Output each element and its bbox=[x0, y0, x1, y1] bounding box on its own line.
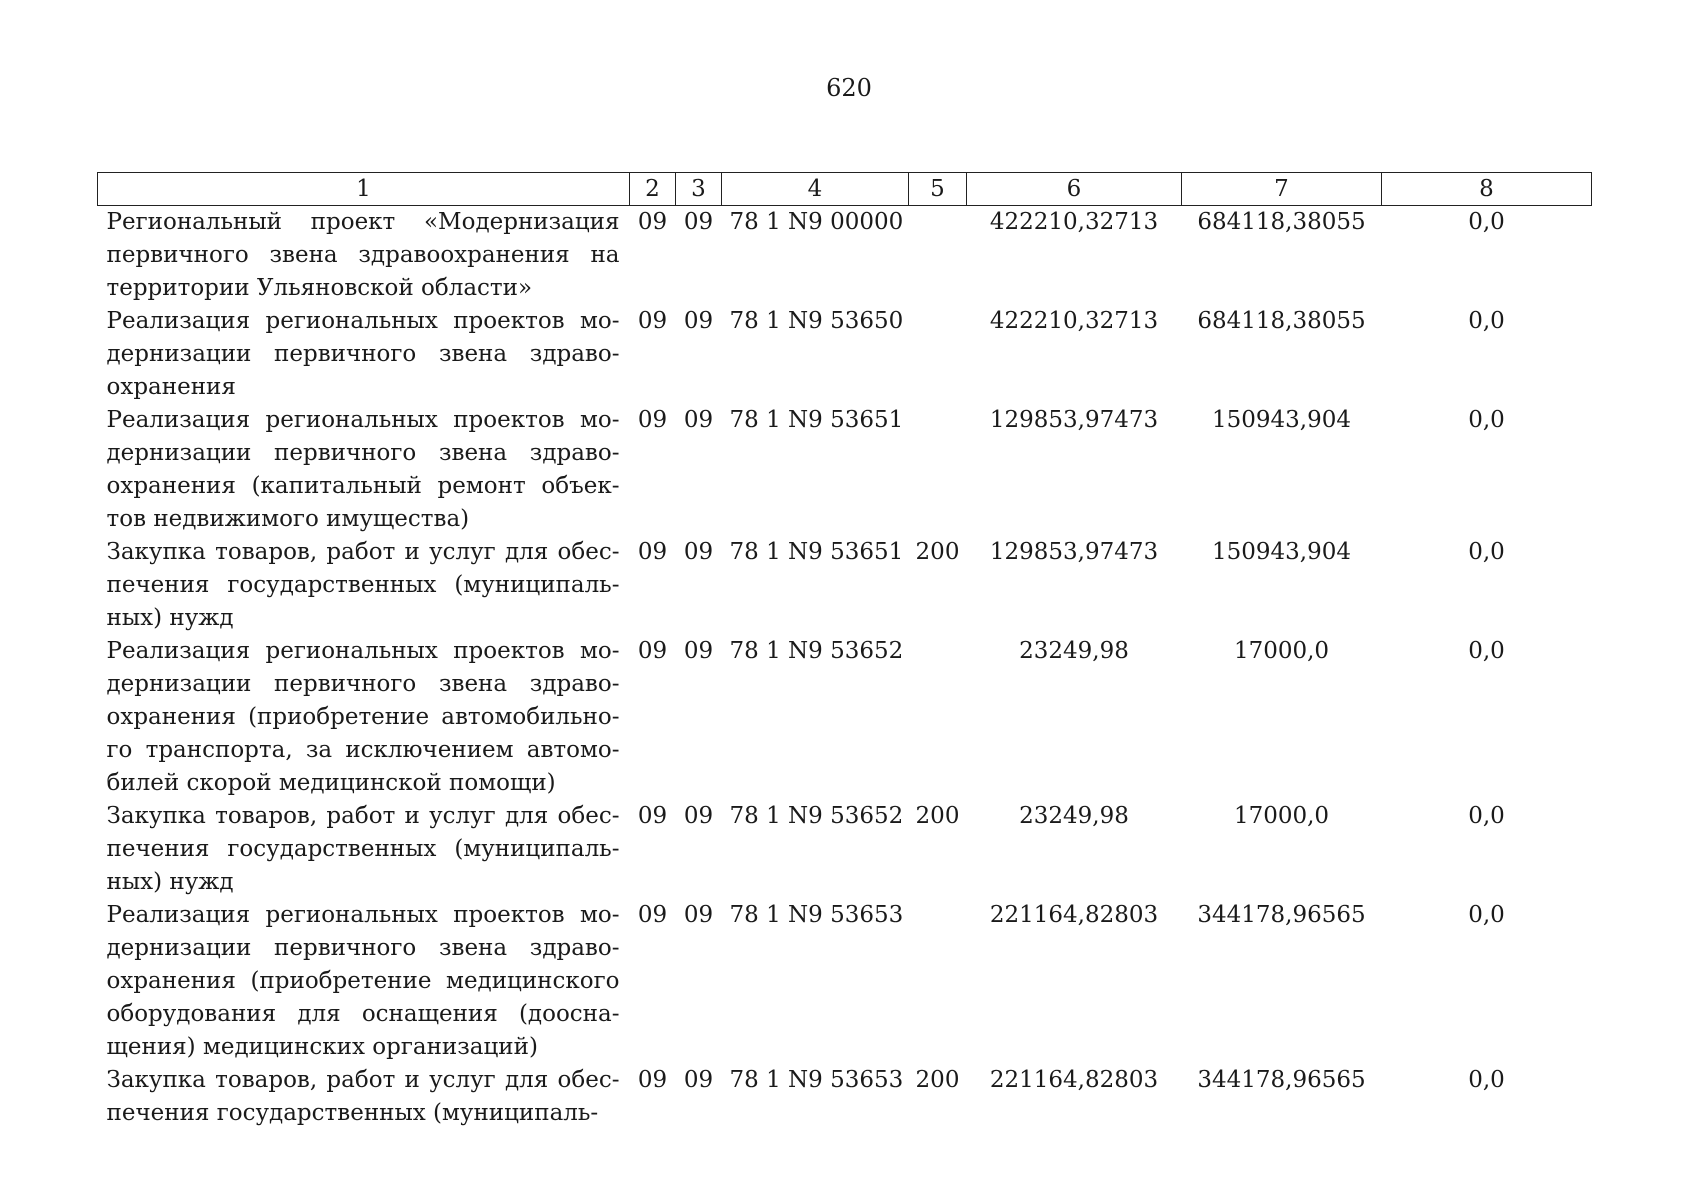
row-expense-type bbox=[909, 305, 967, 404]
row-amount-col8: 0,0 bbox=[1468, 1067, 1505, 1093]
row-name: Реализация региональных проектов модернизации первичного звена здравоохранения bbox=[106, 308, 620, 400]
row-subsection: 09 bbox=[683, 803, 714, 829]
row-subsection: 09 bbox=[683, 1067, 714, 1093]
row-target-code: 78 1 N9 53651 bbox=[729, 539, 904, 565]
row-section: 09 bbox=[637, 638, 668, 664]
header-col-5: 5 bbox=[909, 173, 967, 206]
row-target-code: 78 1 N9 53652 bbox=[729, 638, 904, 664]
row-target-code: 78 1 N9 00000 bbox=[729, 209, 904, 235]
header-col-6: 6 bbox=[967, 173, 1182, 206]
table-row bbox=[98, 404, 1592, 536]
table-body bbox=[98, 206, 1592, 1131]
row-section: 09 bbox=[637, 308, 668, 334]
row-expense-type: 200 bbox=[915, 1067, 960, 1093]
row-amount-col7: 150943,904 bbox=[1211, 407, 1351, 433]
header-col-3: 3 bbox=[676, 173, 722, 206]
row-name: Реализация региональных проектов модернизации первичного звена здравоохранения (приобретение автомобильного транспорта, за исключением автомобилей скорой медицинской помощи) bbox=[106, 638, 620, 796]
row-name: Реализация региональных проектов модернизации первичного звена здравоохранения (приобретение медицинского оборудования для оснащения (дооснащения) медицинских организаций) bbox=[106, 902, 620, 1060]
row-subsection: 09 bbox=[683, 308, 714, 334]
row-target-code: 78 1 N9 53650 bbox=[729, 308, 904, 334]
row-amount-col8: 0,0 bbox=[1468, 407, 1505, 433]
row-amount-col6: 422210,32713 bbox=[989, 308, 1159, 334]
row-amount-col8: 0,0 bbox=[1468, 539, 1505, 565]
row-subsection: 09 bbox=[683, 902, 714, 928]
row-section: 09 bbox=[637, 803, 668, 829]
row-amount-col6: 129853,97473 bbox=[989, 407, 1159, 433]
row-amount-col8: 0,0 bbox=[1468, 638, 1505, 664]
row-amount-col6: 221164,82803 bbox=[989, 1067, 1159, 1093]
row-amount-col6: 23249,98 bbox=[1019, 803, 1129, 829]
row-amount-col7: 344178,96565 bbox=[1197, 902, 1366, 928]
row-expense-type: 200 bbox=[915, 539, 960, 565]
row-target-code: 78 1 N9 53652 bbox=[729, 803, 904, 829]
table-row bbox=[98, 635, 1592, 800]
row-amount-col7: 684118,38055 bbox=[1197, 308, 1366, 334]
table-row bbox=[98, 536, 1592, 635]
header-col-4: 4 bbox=[722, 173, 909, 206]
row-amount-col6: 23249,98 bbox=[1019, 638, 1129, 664]
row-section: 09 bbox=[637, 1067, 668, 1093]
row-name: Закупка товаров, работ и услуг для обеспечения государственных (муниципальных) нужд bbox=[106, 539, 620, 631]
table-row bbox=[98, 1064, 1592, 1130]
row-amount-col8: 0,0 bbox=[1468, 209, 1505, 235]
row-amount-col7: 344178,96565 bbox=[1197, 1067, 1366, 1093]
header-col-1: 1 bbox=[98, 173, 630, 206]
row-amount-col7: 150943,904 bbox=[1211, 539, 1351, 565]
table-row bbox=[98, 800, 1592, 899]
row-target-code: 78 1 N9 53653 bbox=[729, 1067, 904, 1093]
row-amount-col8: 0,0 bbox=[1468, 803, 1505, 829]
row-amount-col7: 684118,38055 bbox=[1197, 209, 1366, 235]
row-expense-type: 200 bbox=[915, 803, 960, 829]
row-subsection: 09 bbox=[683, 638, 714, 664]
row-subsection: 09 bbox=[683, 407, 714, 433]
row-amount-col6: 422210,32713 bbox=[989, 209, 1159, 235]
row-subsection: 09 bbox=[683, 539, 714, 565]
header-col-8: 8 bbox=[1382, 173, 1592, 206]
row-subsection: 09 bbox=[683, 209, 714, 235]
table-row bbox=[98, 305, 1592, 404]
row-amount-col6: 221164,82803 bbox=[989, 902, 1159, 928]
row-name: Закупка товаров, работ и услуг для обеспечения государственных (муниципаль- bbox=[106, 1067, 620, 1126]
row-expense-type bbox=[909, 206, 967, 306]
row-name: Реализация региональных проектов модернизации первичного звена здравоохранения (капитальный ремонт объектов недвижимого имущества) bbox=[106, 407, 620, 532]
budget-table-container bbox=[97, 172, 1591, 1130]
row-expense-type bbox=[909, 899, 967, 1064]
row-target-code: 78 1 N9 53653 bbox=[729, 902, 904, 928]
row-name: Закупка товаров, работ и услуг для обеспечения государственных (муниципальных) нужд bbox=[106, 803, 620, 895]
budget-table bbox=[97, 172, 1592, 1130]
row-amount-col8: 0,0 bbox=[1468, 308, 1505, 334]
row-amount-col7: 17000,0 bbox=[1233, 638, 1330, 664]
row-amount-col8: 0,0 bbox=[1468, 902, 1505, 928]
header-col-7: 7 bbox=[1182, 173, 1382, 206]
row-expense-type bbox=[909, 635, 967, 800]
row-section: 09 bbox=[637, 407, 668, 433]
header-col-2: 2 bbox=[630, 173, 676, 206]
row-name: Региональный проект «Модернизация первичного звена здравоохранения на территории Ульяновской области» bbox=[106, 209, 620, 301]
row-amount-col7: 17000,0 bbox=[1233, 803, 1330, 829]
table-row bbox=[98, 899, 1592, 1064]
header-row bbox=[98, 173, 1592, 206]
row-section: 09 bbox=[637, 539, 668, 565]
row-amount-col6: 129853,97473 bbox=[989, 539, 1159, 565]
row-target-code: 78 1 N9 53651 bbox=[729, 407, 904, 433]
page-number: 620 bbox=[826, 74, 872, 102]
table-header bbox=[98, 173, 1592, 206]
row-expense-type bbox=[909, 404, 967, 536]
row-section: 09 bbox=[637, 209, 668, 235]
row-section: 09 bbox=[637, 902, 668, 928]
table-row bbox=[98, 206, 1592, 306]
